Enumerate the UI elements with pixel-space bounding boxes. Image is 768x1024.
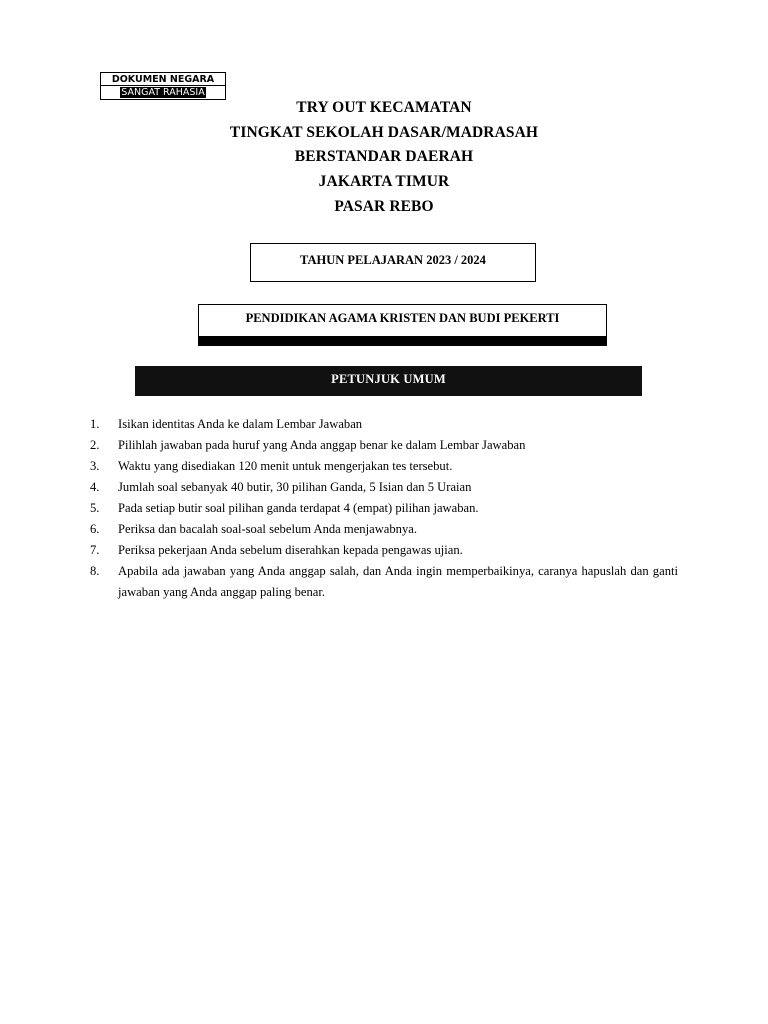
instruction-item: [90, 498, 678, 519]
subject-box: PENDIDIKAN AGAMA KRISTEN DAN BUDI PEKERTI: [198, 304, 607, 346]
instruction-number: 8.: [90, 564, 100, 578]
title-line: TINGKAT SEKOLAH DASAR/MADRASAH: [229, 123, 539, 141]
title-line: PASAR REBO: [334, 197, 434, 215]
instruction-text: Pilihlah jawaban pada huruf yang Anda anggap benar ke dalam Lembar Jawaban: [118, 438, 526, 452]
title-line: TRY OUT KECAMATAN: [296, 99, 472, 116]
instruction-text: Isikan identitas Anda ke dalam Lembar Jawaban: [118, 417, 363, 431]
title-line: JAKARTA TIMUR: [318, 173, 450, 191]
instructions-heading: PETUNJUK UMUM: [135, 366, 642, 396]
instruction-text: Periksa dan bacalah soal-soal sebelum Anda menjawabnya.: [118, 522, 418, 536]
classification-label: DOKUMEN NEGARA: [101, 73, 225, 86]
instruction-item: [90, 477, 678, 498]
instruction-text: Waktu yang disediakan 120 menit untuk mengerjakan tes tersebut.: [118, 459, 453, 473]
instructions-list: [90, 414, 678, 603]
instruction-text: Apabila ada jawaban yang Anda anggap salah, dan Anda ingin memperbaikinya, caranya hapuslah dan ganti jawaban yang Anda anggap paling benar.: [118, 564, 678, 599]
instruction-text: Jumlah soal sebanyak 40 butir, 30 pilihan Ganda, 5 Isian dan 5 Uraian: [118, 480, 472, 494]
instruction-item: [90, 414, 678, 435]
instruction-number: 4.: [90, 480, 100, 494]
instruction-number: 5.: [90, 501, 100, 515]
instruction-text: Periksa pekerjaan Anda sebelum diserahkan kepada pengawas ujian.: [118, 543, 463, 557]
instruction-number: 6.: [90, 522, 100, 536]
document-title-block: [0, 96, 768, 220]
instruction-item: [90, 456, 678, 477]
instruction-item: [90, 519, 678, 540]
instruction-number: 1.: [90, 417, 100, 431]
instruction-item: [90, 561, 678, 603]
academic-year-box: TAHUN PELAJARAN 2023 / 2024: [250, 243, 536, 282]
instruction-text: Pada setiap butir soal pilihan ganda terdapat 4 (empat) pilihan jawaban.: [118, 501, 479, 515]
instruction-number: 7.: [90, 543, 100, 557]
title-line: BERSTANDAR DAERAH: [294, 148, 474, 166]
secrecy-level-text: SANGAT RAHASIA: [121, 87, 205, 98]
instruction-number: 2.: [90, 438, 100, 452]
instruction-number: 3.: [90, 459, 100, 473]
instruction-item: [90, 540, 678, 561]
instruction-item: [90, 435, 678, 456]
